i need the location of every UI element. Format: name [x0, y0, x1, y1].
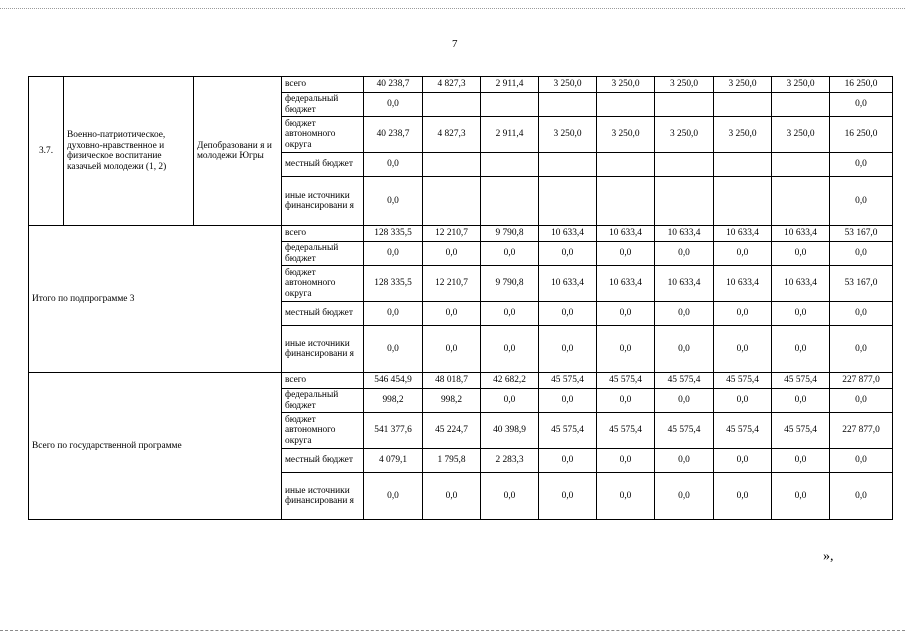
value-cell: 45 224,7	[423, 413, 481, 449]
value-cell: 4 079,1	[364, 449, 423, 473]
value-cell: 3 250,0	[655, 117, 714, 153]
value-cell: 45 575,4	[714, 373, 772, 389]
value-cell: 0,0	[539, 326, 597, 373]
value-cell: 45 575,4	[772, 373, 830, 389]
value-cell: 0,0	[714, 449, 772, 473]
value-cell: 128 335,5	[364, 266, 423, 302]
value-cell: 10 633,4	[539, 266, 597, 302]
table-row	[29, 77, 893, 93]
value-cell: 0,0	[539, 473, 597, 520]
value-cell: 16 250,0	[830, 117, 893, 153]
value-cell	[481, 93, 539, 117]
value-cell: 9 790,8	[481, 226, 539, 242]
value-cell: 3 250,0	[597, 77, 655, 93]
funding-source: бюджет автономного округа	[282, 413, 364, 449]
value-cell: 3 250,0	[597, 117, 655, 153]
value-cell: 4 827,3	[423, 77, 481, 93]
value-cell: 0,0	[423, 326, 481, 373]
value-cell: 0,0	[364, 302, 423, 326]
value-cell: 0,0	[830, 177, 893, 226]
value-cell: 0,0	[364, 473, 423, 520]
value-cell: 45 575,4	[655, 413, 714, 449]
value-cell: 0,0	[481, 326, 539, 373]
value-cell	[597, 153, 655, 177]
item-name: Военно-патриотическое, духовно-нравственное и физическое воспитание казачьей молодежи (1, 2)	[64, 77, 194, 226]
value-cell	[423, 177, 481, 226]
value-cell	[772, 177, 830, 226]
value-cell: 1 795,8	[423, 449, 481, 473]
value-cell: 45 575,4	[772, 413, 830, 449]
funding-source: местный бюджет	[282, 449, 364, 473]
funding-source: всего	[282, 226, 364, 242]
value-cell	[655, 93, 714, 117]
value-cell: 546 454,9	[364, 373, 423, 389]
value-cell: 3 250,0	[772, 117, 830, 153]
value-cell: 40 238,7	[364, 117, 423, 153]
value-cell: 12 210,7	[423, 266, 481, 302]
value-cell: 10 633,4	[597, 266, 655, 302]
value-cell: 0,0	[364, 326, 423, 373]
value-cell	[714, 93, 772, 117]
value-cell: 0,0	[597, 302, 655, 326]
value-cell: 48 018,7	[423, 373, 481, 389]
value-cell: 541 377,6	[364, 413, 423, 449]
funding-source: бюджет автономного округа	[282, 266, 364, 302]
value-cell: 0,0	[364, 153, 423, 177]
value-cell: 40 398,9	[481, 413, 539, 449]
funding-source: иные источники финансировани я	[282, 326, 364, 373]
item-number: 3.7.	[29, 77, 64, 226]
value-cell: 0,0	[830, 389, 893, 413]
value-cell: 0,0	[772, 326, 830, 373]
value-cell	[655, 177, 714, 226]
value-cell	[539, 153, 597, 177]
value-cell: 0,0	[714, 326, 772, 373]
closing-quote: »,	[823, 549, 834, 564]
value-cell: 12 210,7	[423, 226, 481, 242]
value-cell: 0,0	[714, 302, 772, 326]
value-cell: 227 877,0	[830, 373, 893, 389]
value-cell: 0,0	[597, 326, 655, 373]
value-cell: 45 575,4	[539, 413, 597, 449]
value-cell: 0,0	[830, 473, 893, 520]
value-cell	[539, 93, 597, 117]
value-cell: 42 682,2	[481, 373, 539, 389]
funding-source: федеральный бюджет	[282, 389, 364, 413]
value-cell	[539, 177, 597, 226]
value-cell: 10 633,4	[714, 266, 772, 302]
value-cell	[714, 177, 772, 226]
value-cell: 10 633,4	[539, 226, 597, 242]
value-cell	[423, 93, 481, 117]
budget-table	[28, 76, 893, 520]
value-cell: 0,0	[539, 449, 597, 473]
value-cell	[481, 153, 539, 177]
value-cell: 0,0	[539, 242, 597, 266]
value-cell: 3 250,0	[714, 77, 772, 93]
value-cell	[597, 93, 655, 117]
scan-bottom-edge	[0, 630, 905, 631]
value-cell: 0,0	[481, 302, 539, 326]
value-cell: 0,0	[481, 473, 539, 520]
funding-source: местный бюджет	[282, 302, 364, 326]
value-cell: 0,0	[481, 242, 539, 266]
value-cell: 3 250,0	[714, 117, 772, 153]
value-cell: 10 633,4	[714, 226, 772, 242]
table-body	[29, 77, 893, 520]
value-cell: 0,0	[714, 242, 772, 266]
value-cell: 0,0	[423, 473, 481, 520]
value-cell: 0,0	[830, 302, 893, 326]
value-cell: 0,0	[714, 389, 772, 413]
value-cell: 10 633,4	[655, 226, 714, 242]
funding-source: федеральный бюджет	[282, 93, 364, 117]
value-cell	[772, 153, 830, 177]
value-cell: 0,0	[830, 242, 893, 266]
value-cell: 0,0	[830, 153, 893, 177]
value-cell: 998,2	[364, 389, 423, 413]
value-cell: 4 827,3	[423, 117, 481, 153]
value-cell	[423, 153, 481, 177]
value-cell	[597, 177, 655, 226]
value-cell: 0,0	[655, 302, 714, 326]
value-cell: 0,0	[655, 389, 714, 413]
table-row	[29, 373, 893, 389]
value-cell: 0,0	[772, 473, 830, 520]
value-cell: 45 575,4	[655, 373, 714, 389]
value-cell: 0,0	[539, 302, 597, 326]
value-cell: 227 877,0	[830, 413, 893, 449]
responsible-agency: Депобразовани я и молодежи Югры	[194, 77, 282, 226]
value-cell: 0,0	[423, 302, 481, 326]
value-cell: 53 167,0	[830, 226, 893, 242]
value-cell	[481, 177, 539, 226]
funding-source: федеральный бюджет	[282, 242, 364, 266]
value-cell: 0,0	[772, 302, 830, 326]
value-cell: 0,0	[714, 473, 772, 520]
value-cell: 0,0	[423, 242, 481, 266]
value-cell: 0,0	[597, 389, 655, 413]
funding-source: иные источники финансировани я	[282, 473, 364, 520]
value-cell: 0,0	[655, 326, 714, 373]
value-cell: 10 633,4	[772, 266, 830, 302]
value-cell: 0,0	[655, 242, 714, 266]
value-cell: 0,0	[539, 389, 597, 413]
value-cell: 0,0	[364, 177, 423, 226]
value-cell: 10 633,4	[772, 226, 830, 242]
value-cell: 40 238,7	[364, 77, 423, 93]
value-cell: 0,0	[655, 473, 714, 520]
value-cell: 2 283,3	[481, 449, 539, 473]
value-cell: 3 250,0	[772, 77, 830, 93]
scan-top-edge	[0, 8, 905, 9]
value-cell: 45 575,4	[597, 373, 655, 389]
value-cell: 0,0	[481, 389, 539, 413]
funding-source: местный бюджет	[282, 153, 364, 177]
funding-source: всего	[282, 373, 364, 389]
value-cell: 10 633,4	[597, 226, 655, 242]
value-cell: 3 250,0	[539, 117, 597, 153]
value-cell: 0,0	[772, 449, 830, 473]
program-total-label: Всего по государственной программе	[29, 373, 282, 520]
funding-source: всего	[282, 77, 364, 93]
value-cell: 128 335,5	[364, 226, 423, 242]
value-cell: 2 911,4	[481, 117, 539, 153]
table-row	[29, 226, 893, 242]
value-cell: 45 575,4	[714, 413, 772, 449]
value-cell: 16 250,0	[830, 77, 893, 93]
value-cell: 0,0	[597, 242, 655, 266]
value-cell: 0,0	[830, 93, 893, 117]
value-cell: 0,0	[772, 242, 830, 266]
value-cell: 10 633,4	[655, 266, 714, 302]
value-cell: 0,0	[830, 326, 893, 373]
value-cell: 3 250,0	[655, 77, 714, 93]
value-cell: 53 167,0	[830, 266, 893, 302]
value-cell: 0,0	[364, 93, 423, 117]
value-cell	[655, 153, 714, 177]
value-cell: 3 250,0	[539, 77, 597, 93]
value-cell: 45 575,4	[539, 373, 597, 389]
value-cell: 998,2	[423, 389, 481, 413]
value-cell	[714, 153, 772, 177]
value-cell: 0,0	[830, 449, 893, 473]
funding-source: иные источники финансировани я	[282, 177, 364, 226]
value-cell: 0,0	[772, 389, 830, 413]
subprogram-total-label: Итого по подпрограмме 3	[29, 226, 282, 373]
value-cell: 0,0	[597, 449, 655, 473]
value-cell: 45 575,4	[597, 413, 655, 449]
value-cell	[772, 93, 830, 117]
value-cell: 0,0	[597, 473, 655, 520]
value-cell: 2 911,4	[481, 77, 539, 93]
funding-source: бюджет автономного округа	[282, 117, 364, 153]
value-cell: 9 790,8	[481, 266, 539, 302]
page-number: 7	[452, 38, 458, 50]
value-cell: 0,0	[655, 449, 714, 473]
value-cell: 0,0	[364, 242, 423, 266]
